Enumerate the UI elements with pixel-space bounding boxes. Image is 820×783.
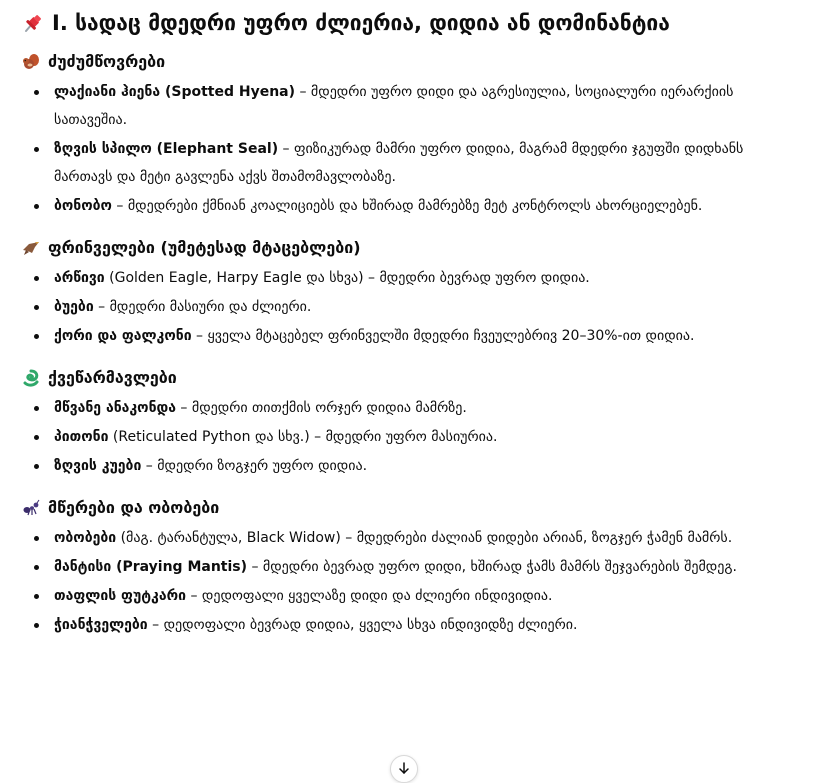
bullet-list (22, 78, 802, 220)
list-item (22, 394, 802, 422)
item-term: არწივი (54, 270, 105, 286)
item-description: (Golden Eagle, Harpy Eagle და სხვა) – მდედრი ბევრად უფრო დიდია. (104, 270, 590, 286)
bullet-list (22, 394, 802, 480)
list-item (22, 452, 802, 480)
item-term: ბუები (54, 299, 94, 315)
item-term: ქორი და ფალკონი (54, 328, 192, 344)
bullet-list (22, 264, 802, 350)
item-term: ობობები (54, 530, 117, 546)
document-content (22, 0, 802, 640)
item-description: (მაგ. ტარანტულა, Black Widow) – მდედრები ძალიან დიდები არიან, ზოგჯერ ჭამენ მამრს. (116, 530, 733, 546)
item-term: ლაქიანი ჰიენა (Spotted Hyena) (54, 84, 296, 100)
list-item (22, 423, 802, 451)
scroll-to-bottom-button[interactable] (390, 755, 418, 783)
list-item (22, 582, 802, 610)
list-item (22, 293, 802, 321)
item-description: – მდედრი ბევრად უფრო დიდი, ხშირად ჭამს მამრს შეჯვარების შემდეგ. (247, 559, 737, 575)
section-reptiles (22, 366, 802, 480)
item-term: მწვანე ანაკონდა (54, 400, 176, 416)
item-description: – მდედრი თითქმის ორჯერ დიდია მამრზე. (175, 400, 467, 416)
section-mammals (22, 50, 802, 220)
item-description: – მდედრები ქმნიან კოალიციებს და ხშირად მამრებზე მეტ კონტროლს ახორციელებენ. (111, 198, 703, 214)
item-description: (Reticulated Python და სხვ.) – მდედრი უფრო მასიურია. (108, 429, 498, 445)
list-item (22, 322, 802, 350)
section-heading (22, 496, 802, 520)
item-description: – მდედრი ზოგჯერ უფრო დიდია. (141, 458, 368, 474)
section-insects (22, 496, 802, 639)
item-term: პითონი (54, 429, 109, 445)
item-term: ზღვის სპილო (Elephant Seal) (54, 141, 279, 157)
item-term: თაფლის ფუტკარი (54, 588, 186, 604)
item-term: ჭიანჭველები (54, 617, 148, 633)
list-item (22, 78, 802, 134)
section-title: ფრინველები (უმეტესად მტაცებლები) (48, 238, 361, 257)
ant-icon (22, 499, 40, 517)
item-description: – დედოფალი ყველაზე დიდი და ძლიერი ინდივიდია. (186, 588, 553, 604)
section-heading (22, 50, 802, 74)
list-item (22, 524, 802, 552)
item-description: – ფიზიკურად მამრი უფრო დიდია, მაგრამ მდედრი ჯგუფში დიდხანს მართავს და მეტი გავლენა აქვს შთამომავლობაზე. (54, 141, 744, 185)
item-description: – მდედრი უფრო დიდი და აგრესიულია, სოციალური იერარქიის სათავეშია. (54, 84, 734, 128)
pushpin-icon (22, 12, 44, 34)
bird-icon (22, 239, 40, 257)
page-title-text: I. სადაც მდედრი უფრო ძლიერია, დიდია ან დომინანტია (52, 11, 670, 35)
list-item (22, 264, 802, 292)
snake-icon (22, 369, 40, 387)
item-term: ზღვის კუები (54, 458, 142, 474)
section-title: ძუძუმწოვრები (48, 52, 166, 71)
item-description: – დედოფალი ბევრად დიდია, ყველა სხვა ინდივიდზე ძლიერი. (147, 617, 578, 633)
bullet-list (22, 524, 802, 639)
page-title (22, 8, 802, 38)
item-term: ბონობო (54, 198, 112, 214)
list-item (22, 553, 802, 581)
list-item (22, 135, 802, 191)
section-heading (22, 236, 802, 260)
item-description: – მდედრი მასიური და ძლიერი. (93, 299, 312, 315)
item-description: – ყველა მტაცებელ ფრინველში მდედრი ჩვეულებრივ 20–30%-ით დიდია. (191, 328, 695, 344)
section-heading (22, 366, 802, 390)
list-item (22, 192, 802, 220)
list-item (22, 611, 802, 639)
item-term: მანტისი (Praying Mantis) (54, 559, 248, 575)
section-birds (22, 236, 802, 350)
section-title: მწერები და ობობები (48, 498, 220, 517)
arrow-down-icon (397, 760, 411, 779)
chipmunk-icon (22, 53, 40, 71)
section-title: ქვეწარმავლები (48, 368, 177, 387)
